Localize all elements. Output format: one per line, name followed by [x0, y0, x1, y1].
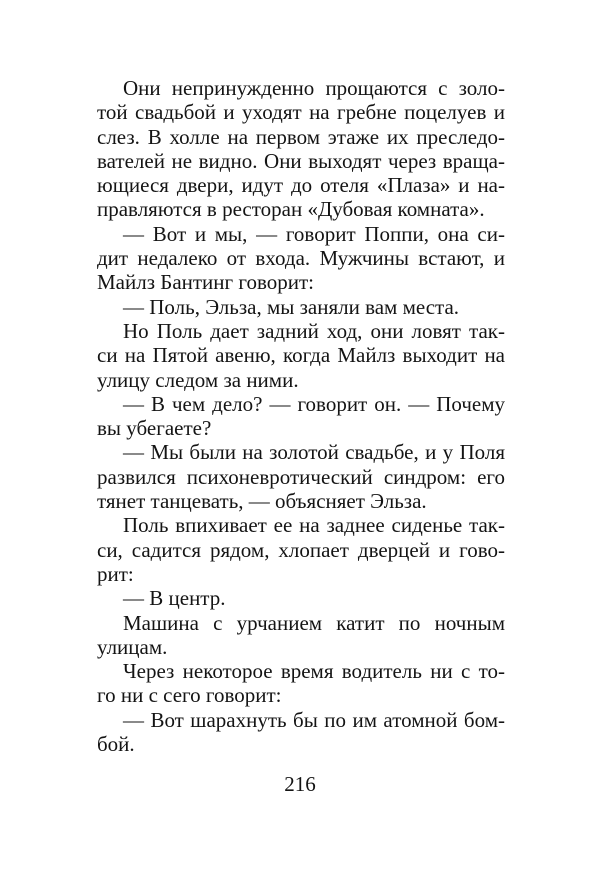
text-line: Майлз Бантинг говорит: [97, 270, 315, 295]
text-line: вы убегаете? [97, 416, 212, 441]
text-line: той свадьбой и уходят на гребне поцелуев и [97, 100, 505, 125]
text-line: слез. В холле на первом этаже их преследо- [97, 124, 505, 149]
body-text [97, 76, 505, 756]
text-line: улицам. [97, 634, 168, 659]
text-line: правляются в ресторан «Дубовая комната». [97, 197, 485, 222]
text-line: — В центр. [123, 586, 226, 611]
text-line: тянет танцевать, — объясняет Эльза. [97, 489, 427, 514]
text-line: — Мы были на золотой свадьбе, и у Поля [123, 440, 505, 465]
text-line: развился психоневротический синдром: его [97, 464, 505, 489]
text-line: Через некоторое время водитель ни с то- [123, 659, 505, 684]
text-line: Они непринужденно прощаются с золо- [123, 76, 505, 100]
text-line: — Вот и мы, — говорит Поппи, она си- [123, 221, 505, 246]
text-line: вателей не видно. Они выходят через враща- [97, 148, 505, 173]
text-line: Поль впихивает ее на заднее сиденье так- [123, 513, 505, 538]
text-line: си на Пятой авеню, когда Майлз выходит на [97, 343, 505, 368]
text-line: — Вот шарахнуть бы по им атомной бом- [123, 707, 505, 732]
text-line: бой. [97, 732, 135, 757]
text-line: Но Поль дает задний ход, они ловят так- [123, 318, 505, 343]
text-line: рит: [97, 561, 134, 586]
text-line: улицу следом за ними. [97, 367, 299, 392]
text-line: — Поль, Эльза, мы заняли вам места. [123, 294, 460, 319]
text-line: дит недалеко от входа. Мужчины встают, и [97, 246, 505, 271]
page-number: 216 [284, 772, 316, 796]
text-line: го ни с сего говорит: [97, 683, 282, 708]
text-line: — В чем дело? — говорит он. — Почему [123, 391, 505, 416]
text-line: Машина с урчанием катит по ночным [123, 610, 505, 635]
text-line: ющиеся двери, идут до отеля «Плаза» и на- [97, 173, 505, 198]
text-line: си, садится рядом, хлопает дверцей и гово- [97, 537, 505, 562]
